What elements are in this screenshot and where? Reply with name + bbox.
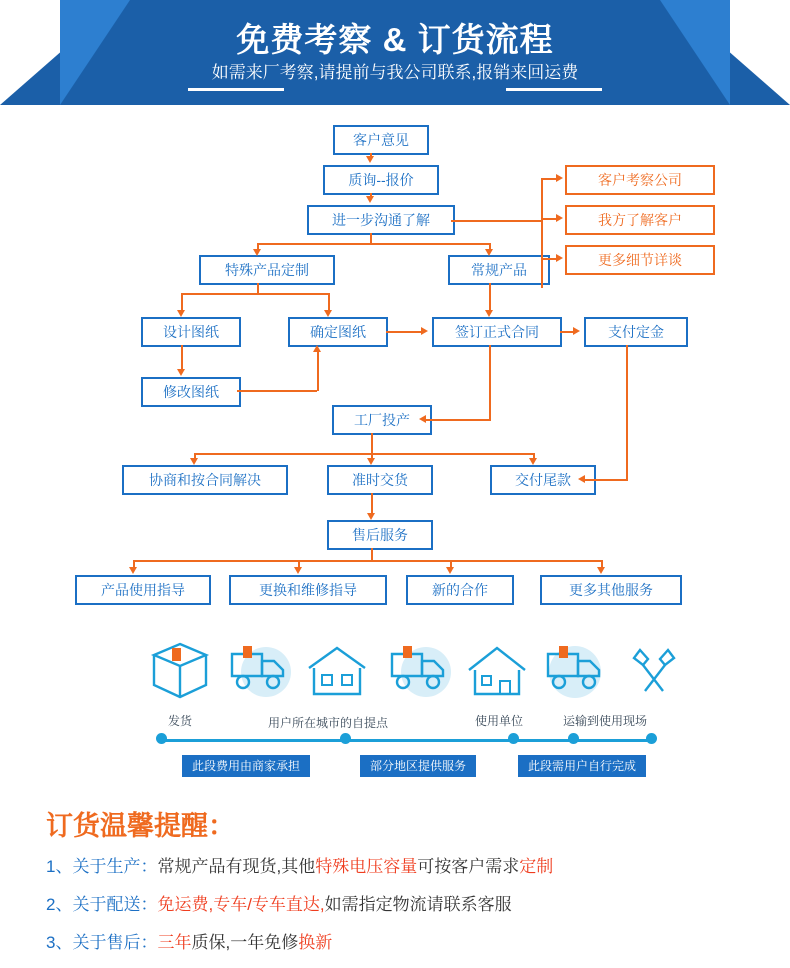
connector-line — [328, 293, 330, 311]
arrow-head — [556, 174, 563, 182]
arrow-head — [294, 567, 302, 574]
note-text: 质保,一年免修 — [191, 933, 299, 952]
connector-line — [560, 331, 574, 333]
flow-node-detail-discussion: 更多细节详谈 — [565, 245, 715, 275]
connector-line — [371, 493, 373, 513]
arrow-head — [177, 310, 185, 317]
flow-node-factory-production: 工厂投产 — [332, 405, 432, 435]
route-pill-merchant-cost: 此段费用由商家承担 — [182, 755, 310, 777]
connector-line — [541, 218, 557, 220]
note-label: 关于售后： — [72, 933, 158, 952]
caption-usage-unit: 使用单位 — [474, 714, 523, 728]
delivery-truck-icon — [542, 642, 608, 700]
flow-node-customer-opinion: 客户意见 — [333, 125, 429, 155]
connector-line — [181, 345, 183, 371]
warehouse-icon — [306, 644, 368, 700]
flow-node-ontime-delivery: 准时交货 — [327, 465, 433, 495]
flow-node-final-payment: 交付尾款 — [490, 465, 596, 495]
flow-node-confirm-drawing: 确定图纸 — [288, 317, 388, 347]
connector-line — [489, 345, 491, 419]
arrow-head — [313, 345, 321, 352]
arrow-head — [421, 327, 428, 335]
note-text: 可按客户需求 — [417, 857, 520, 876]
caption-transport-to-site: 运输到使用现场 — [562, 714, 647, 728]
arrow-head — [529, 458, 537, 465]
arrow-head — [177, 369, 185, 376]
note-number: 1、 — [46, 857, 73, 876]
flow-node-further-communication: 进一步沟通了解 — [307, 205, 455, 235]
arrow-head — [578, 475, 585, 483]
connector-line — [541, 258, 557, 260]
caption-pickup-point: 用户所在城市的自提点 — [267, 716, 388, 730]
note-row-delivery — [46, 890, 512, 915]
route-pill-regional-service: 部分地区提供服务 — [360, 755, 476, 777]
flow-node-after-sales: 售后服务 — [327, 520, 433, 550]
connector-line — [371, 548, 373, 560]
route-dot — [568, 733, 579, 744]
connector-line — [451, 220, 541, 222]
page-title: 免费考察 & 订货流程 — [236, 21, 554, 58]
note-row-production — [46, 852, 553, 877]
flow-node-customer-visit: 客户考察公司 — [565, 165, 715, 195]
delivery-truck-icon — [386, 642, 452, 700]
connector-line — [317, 351, 319, 391]
flow-node-understand-customer: 我方了解客户 — [565, 205, 715, 235]
flow-node-revise-drawing: 修改图纸 — [141, 377, 241, 407]
route-dot — [508, 733, 519, 744]
note-highlight: 三年 — [157, 933, 192, 952]
connector-line — [584, 479, 628, 481]
arrow-head — [556, 214, 563, 222]
note-highlight: 特殊电压容量 — [315, 857, 418, 876]
note-label: 关于配送： — [72, 895, 158, 914]
flow-node-more-services: 更多其他服务 — [540, 575, 682, 605]
caption-shipment: 发货 — [167, 714, 192, 728]
flow-node-negotiate-contract: 协商和按合同解决 — [122, 465, 288, 495]
notes-title: 订货温馨提醒： — [46, 811, 235, 841]
connector-line — [489, 283, 491, 311]
connector-line — [133, 560, 601, 562]
route-dot — [156, 733, 167, 744]
connector-line — [181, 293, 183, 311]
note-highlight: 换新 — [298, 933, 333, 952]
flow-node-inquiry-quote: 质询--报价 — [323, 165, 439, 195]
note-label: 关于生产： — [72, 857, 158, 876]
note-number: 2、 — [46, 895, 73, 914]
home-icon — [466, 644, 528, 700]
route-pill-user-cost: 此段需用户自行完成 — [518, 755, 646, 777]
wrench-icon — [626, 644, 682, 700]
flow-node-pay-deposit: 支付定金 — [584, 317, 688, 347]
flow-node-sign-contract: 签订正式合同 — [432, 317, 562, 347]
route-dot — [646, 733, 657, 744]
note-number: 3、 — [46, 933, 73, 952]
flow-node-usage-guidance: 产品使用指导 — [75, 575, 211, 605]
note-highlight: 定制 — [519, 857, 554, 876]
connector-line — [626, 345, 628, 479]
route-dot — [340, 733, 351, 744]
arrow-head — [419, 415, 426, 423]
arrow-head — [366, 196, 374, 203]
arrow-head — [446, 567, 454, 574]
order-process-flowchart — [0, 105, 790, 625]
order-reminder-section — [0, 800, 790, 968]
box-icon — [150, 640, 210, 702]
note-highlight: 免运费,专车/专车直达, — [157, 895, 325, 914]
connector-line — [541, 178, 557, 180]
delivery-route-strip — [0, 630, 790, 790]
page-subtitle: 如需来厂考察,请提前与我公司联系,报销来回运费 — [211, 63, 579, 82]
arrow-head — [324, 310, 332, 317]
connector-line — [386, 331, 422, 333]
arrow-head — [129, 567, 137, 574]
flow-node-new-cooperation: 新的合作 — [406, 575, 514, 605]
connector-line — [181, 293, 329, 295]
arrow-head — [597, 567, 605, 574]
arrow-head — [366, 156, 374, 163]
arrow-head — [485, 310, 493, 317]
connector-line — [425, 419, 491, 421]
flow-node-design-drawing: 设计图纸 — [141, 317, 241, 347]
arrow-head — [485, 249, 493, 256]
header-divider-left — [188, 88, 284, 91]
delivery-truck-icon — [226, 642, 292, 700]
note-text: 如需指定物流请联系客服 — [324, 895, 512, 914]
arrow-head — [367, 513, 375, 520]
connector-line — [194, 453, 533, 455]
arrow-head — [190, 458, 198, 465]
flow-node-custom-product: 特殊产品定制 — [199, 255, 335, 285]
flow-node-standard-product: 常规产品 — [448, 255, 550, 285]
arrow-head — [573, 327, 580, 335]
note-text: 常规产品有现货,其他 — [157, 857, 316, 876]
connector-line — [237, 390, 317, 392]
flow-node-repair-guidance: 更换和维修指导 — [229, 575, 387, 605]
connector-line — [257, 243, 489, 245]
header-divider-right — [506, 88, 602, 91]
connector-line — [541, 178, 543, 288]
arrow-head — [253, 249, 261, 256]
page-header — [0, 0, 790, 105]
arrow-head — [556, 254, 563, 262]
note-row-aftersales — [46, 928, 332, 953]
arrow-head — [367, 458, 375, 465]
connector-line — [371, 433, 373, 447]
